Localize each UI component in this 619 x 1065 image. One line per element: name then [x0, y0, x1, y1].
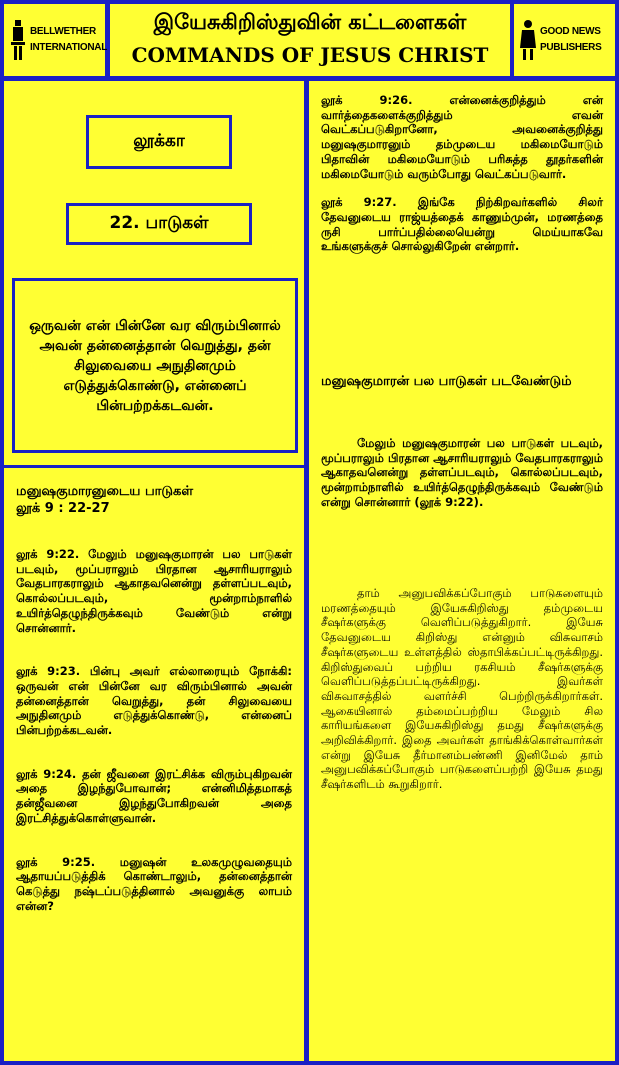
summary-text: மேலும் மனுஷகுமாரன் பல பாடுகள் படவும், மூப்பராலும் பிரதான ஆசாரியராலும் வேதபாரகராலும் ஆகாதவனென்று தள்ளப்படவும், கொல்லப்படவும், மூன்றாம்நாளில் உயிர்த்தெழுந்திருக்கவும் வேண்டும் என்று சொன்னார் (லூக் 9:22).	[321, 436, 603, 509]
title-english: COMMANDS OF JESUS CHRIST	[131, 43, 489, 67]
verse-list-right	[321, 93, 603, 254]
good-news-logo	[514, 4, 615, 76]
bellwether-figure-icon	[8, 18, 28, 62]
page-header	[110, 4, 510, 76]
verse-9-27: லூக் 9:27. இங்கே நிற்கிறவர்களில் சிலர் தேவனுடைய ராஜ்யத்தைக் காணும்முன், மரணத்தை ருசி பார்ப்பதில்லையென்று மெய்யாகவே உங்களுக்குச் சொல்லுகிறேன் என்றார்.	[321, 195, 603, 254]
verse-9-24: லூக் 9:24. தன் ஜீவனை இரட்சிக்க விரும்புகிறவன் அதை இழந்துபோவான்; என்னிமித்தமாகத் தன்ஜீவனை இழந்துபோகிறவன் அதை இரட்சித்துக்கொள்ளுவான்.	[16, 766, 292, 825]
book-title-box	[86, 115, 232, 169]
bellwether-logo	[4, 4, 108, 76]
left-column	[4, 81, 304, 1061]
title-tamil: இயேசுகிறிஸ்துவின் கட்டளைகள்	[153, 10, 467, 34]
divider	[4, 465, 304, 468]
key-verse-box	[12, 278, 298, 453]
good-news-logo-line2: PUBLISHERS	[540, 42, 602, 53]
chapter-title-box	[66, 203, 252, 245]
subheading-block	[321, 373, 603, 390]
right-column	[309, 81, 615, 1061]
commentary-text: தாம் அனுபவிக்கப்போகும் பாடுகளையும் மரணத்தையும் இயேசுகிறிஸ்து தம்முடைய சீஷர்களுக்கு வெளிப்படுத்துகிறார். இயேசு தேவனுடைய கிறிஸ்து என்னும் விசுவாசம் சீஷர்களுடைய உள்ளத்தில் ஸ்தாபிக்கப்பட்டிருக்கிறது. கிறிஸ்துவைப் பற்றிய ரகசியம் சீஷர்களுக்கு வெளிப்படுத்தப்பட்டிருக்கிறது. இவர்கள் விசுவாசத்தில் வளர்ச்சி பெற்றிருக்கிறார்கள். ஆகையினால் தம்மைப்பற்றிய மேலும் சில காரியங்களை இயேசுகிறிஸ்து தமது சீஷர்களுக்கு அறிவிக்கிறார். இதை அவர்கள் தாங்கிக்கொள்வார்கள் என்று இயேசு தீர்மானம்பண்ணி இனிமேல் தாம் அனுபவிக்கப்போகும் பாடுகளைப்பற்றி இயேசு தமது சீஷர்களிடம் கூறுகிறார்.	[321, 586, 603, 792]
summary-block	[321, 436, 603, 510]
commentary-block	[321, 586, 603, 792]
subheading: மனுஷகுமாரன் பல பாடுகள் படவேண்டும்	[321, 374, 572, 389]
verse-list-left	[16, 547, 292, 913]
bellwether-logo-line2: INTERNATIONAL	[30, 42, 108, 53]
section-reference: லூக் 9 : 22-27	[16, 501, 110, 516]
section-heading	[16, 483, 292, 517]
verse-9-23: லூக் 9:23. பின்பு அவர் எல்லாரையும் நோக்கி: ஒருவன் என் பின்னே வர விரும்பினால் அவன் தன்னைத்தான் வெறுத்து, தன் சிலுவையை அநுதினமும் எடுத்துக்கொண்டு, என்னைப் பின்பற்றக்கடவன்.	[16, 664, 292, 738]
verse-9-26: லூக் 9:26. என்னைக்குறித்தும் என் வார்த்தைகளைக்குறித்தும் எவன் வெட்கப்படுகிறானோ, அவனைக்குறித்து மனுஷகுமாரனும் தம்முடைய மகிமையோடும் பிதாவின் மகிமையோடும் பரிசுத்த தூதர்களின் மகிமையோடும் வரும்போது வெட்கப்படுவார்.	[321, 93, 603, 181]
verse-9-22: லூக் 9:22. மேலும் மனுஷகுமாரன் பல பாடுகள் படவும், மூப்பராலும் பிரதான ஆசாரியராலும் வேதபாரகராலும் ஆகாதவனென்று தள்ளப்படவும், கொல்லப்படவும், மூன்றாம்நாளில் உயிர்த்தெழுந்திருக்கவும் வேண்டும் என்று சொன்னார்.	[16, 547, 292, 635]
key-verse: ஒருவன் என் பின்னே வர விரும்பினால் அவன் தன்னைத்தான் வெறுத்து, தன் சிலுவையை அநுதினமும் எடுத்துக்கொண்டு, என்னைப் பின்பற்றக்கடவன்.	[29, 317, 281, 414]
book-title: லூக்கா	[133, 131, 185, 151]
good-news-logo-line1: GOOD NEWS	[540, 26, 601, 37]
chapter-title: 22. பாடுகள்	[109, 213, 209, 233]
section-title: மனுஷகுமாரனுடைய பாடுகள்	[16, 484, 194, 499]
verse-9-25: லூக் 9:25. மனுஷன் உலகமுழுவதையும் ஆதாயப்படுத்திக் கொண்டாலும், தன்னைத்தான் கெடுத்து நஷ்டப்படுத்தினால் அவனுக்கு லாபம் என்ன?	[16, 854, 292, 913]
bellwether-logo-line1: BELLWETHER	[30, 26, 96, 37]
publisher-figure-icon	[518, 18, 538, 62]
